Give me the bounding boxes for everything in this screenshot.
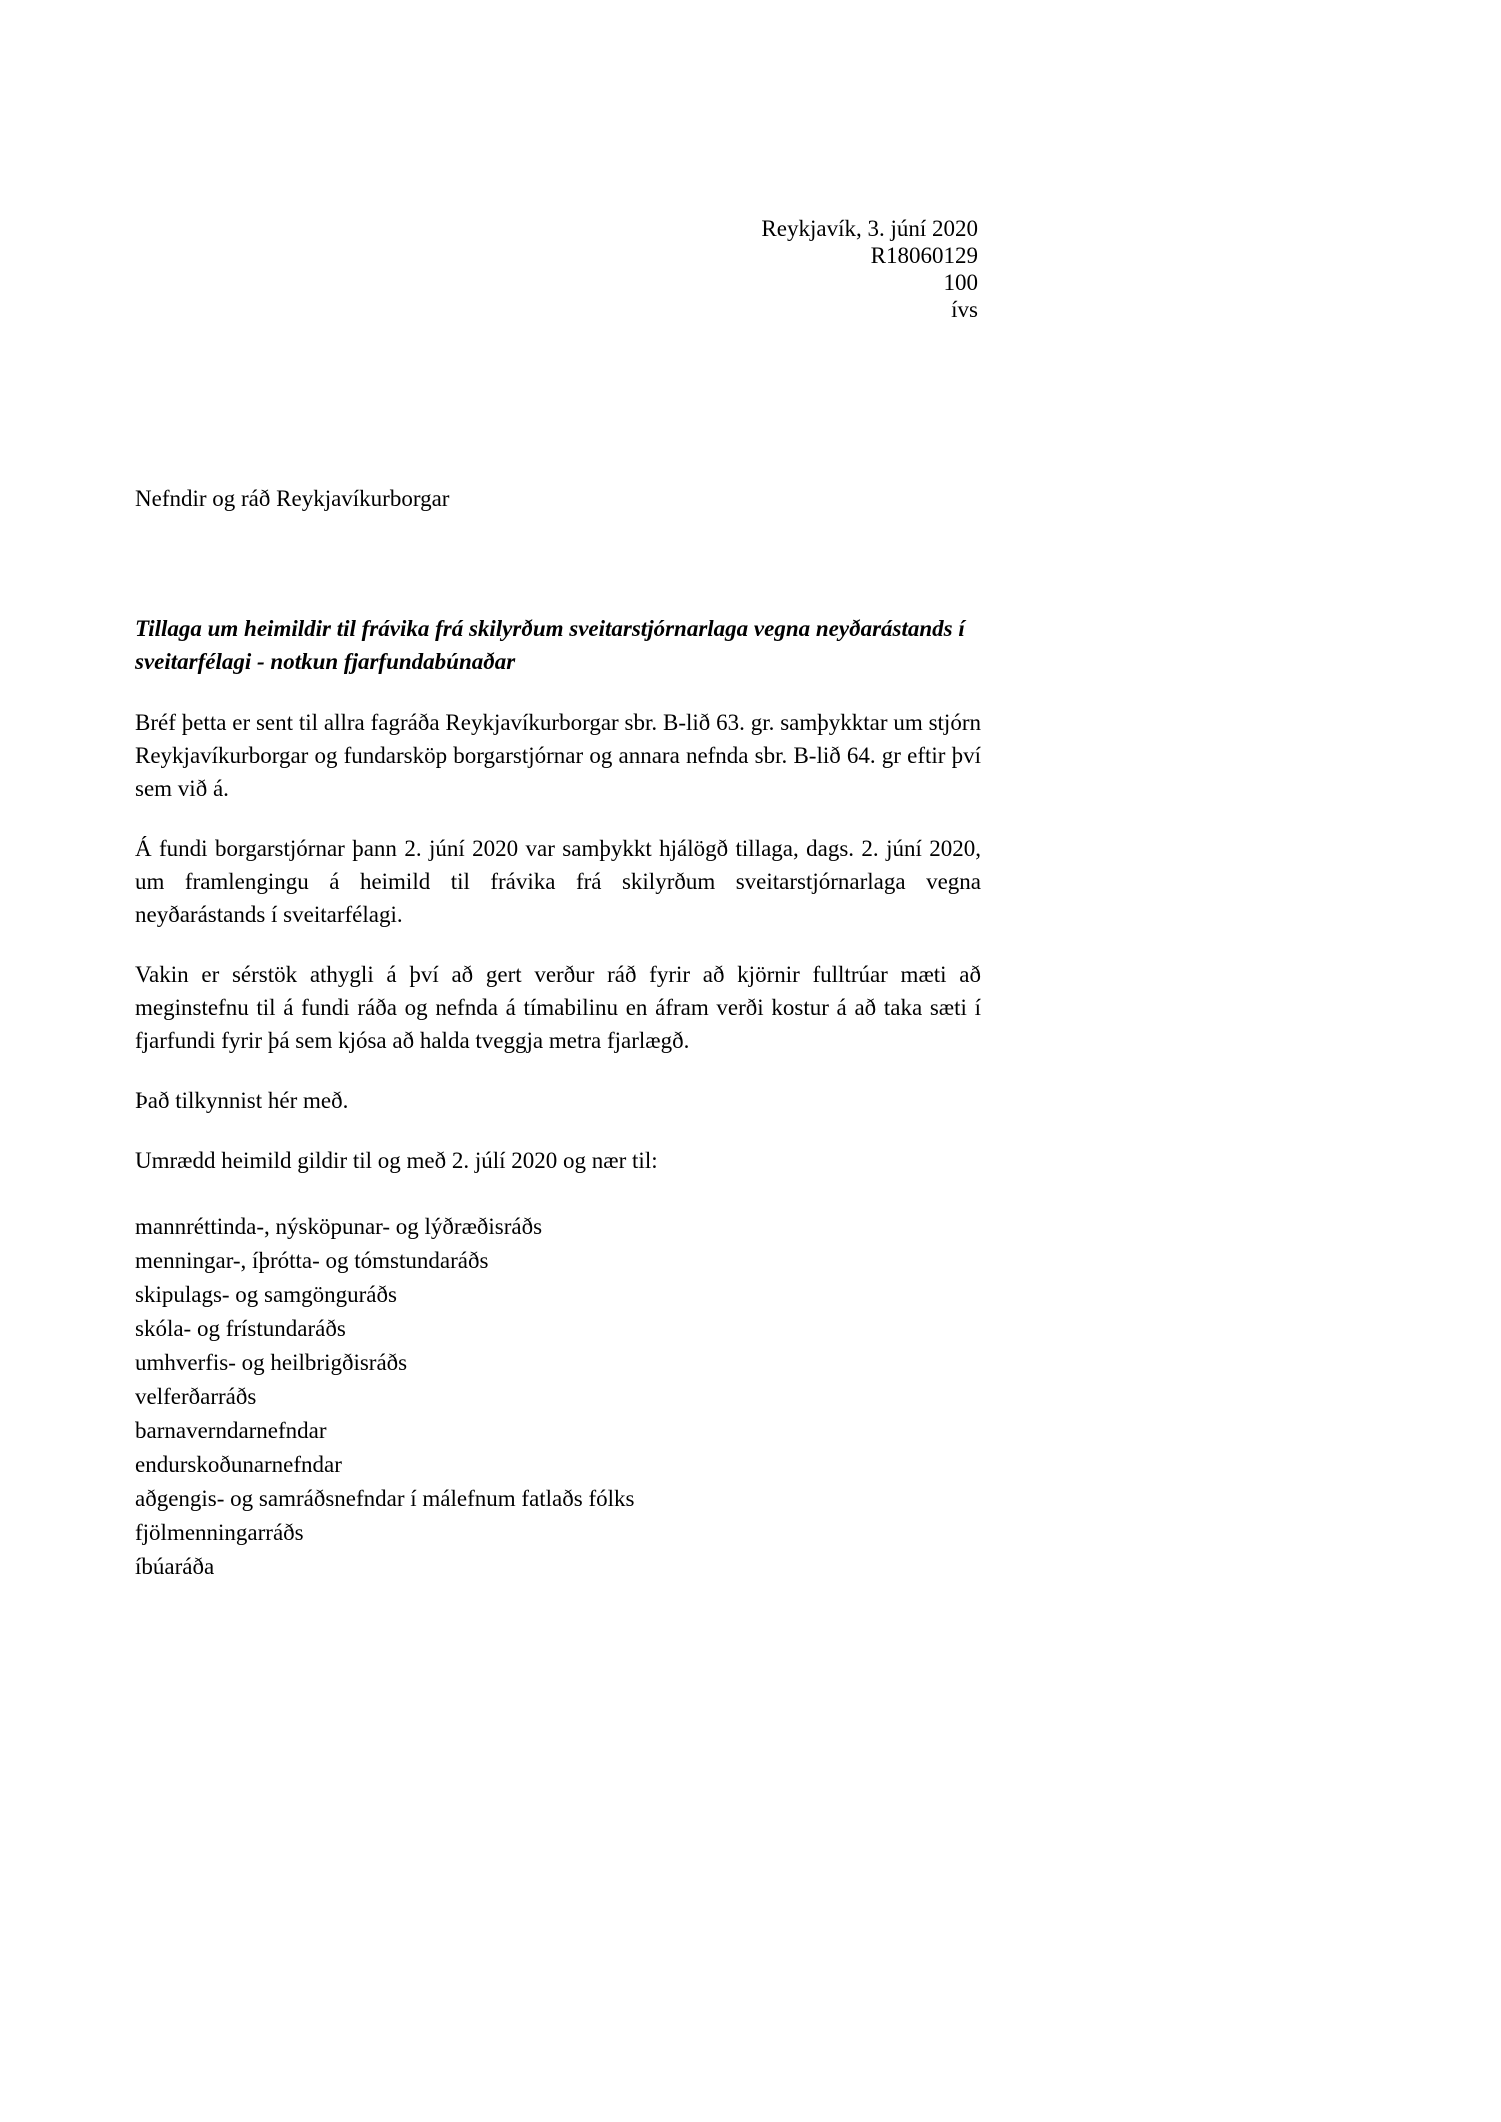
date-block (761, 215, 978, 323)
recipient-line: Nefndir og ráð Reykjavíkurborgar (135, 486, 450, 511)
list-item: mannréttinda-, nýsköpunar- og lýðræðisráðs (135, 1214, 543, 1239)
reference-number: R18060129 (870, 243, 978, 268)
author-initials: ívs (951, 297, 978, 322)
paragraph-validity: Umrædd heimild gildir til og með 2. júlí 2020 og nær til: (135, 1148, 658, 1173)
list-item: velferðarráðs (135, 1384, 257, 1409)
list-item: umhverfis- og heilbrigðisráðs (135, 1350, 408, 1375)
list-item: endurskoðunarnefndar (135, 1452, 342, 1477)
paragraph-intro: Bréf þetta er sent til allra fagráða Reykjavíkurborgar sbr. B-lið 63. gr. samþykktar um stjórn Reykjavíkurborgar og fundarsköp borgarstjórnar og annara nefnda sbr. B-lið 64. gr eftir því sem við á. (135, 710, 981, 801)
list-item: skóla- og frístundaráðs (135, 1316, 346, 1341)
paragraph-notice: Það tilkynnist hér með. (135, 1088, 349, 1113)
list-item: íbúaráða (135, 1554, 215, 1579)
list-item: aðgengis- og samráðsnefndar í málefnum fatlaðs fólks (135, 1486, 635, 1511)
paragraph-meeting: Á fundi borgarstjórnar þann 2. júní 2020 var samþykkt hjálögð tillaga, dags. 2. júní 2020, um framlengingu á heimild til frávika frá skilyrðum sveitarstjórnarlaga vegna neyðarástands í sveitarfélagi. (135, 836, 981, 927)
letter-body (135, 612, 981, 1584)
committee-list (135, 1210, 981, 1584)
list-item: barnaverndarnefndar (135, 1418, 327, 1443)
list-item: skipulags- og samgönguráðs (135, 1282, 397, 1307)
list-item: fjölmenningarráðs (135, 1520, 304, 1545)
case-number: 100 (943, 270, 978, 295)
list-item: menningar-, íþrótta- og tómstundaráðs (135, 1248, 489, 1273)
paragraph-attention: Vakin er sérstök athygli á því að gert verður ráð fyrir að kjörnir fulltrúar mæti að meginstefnu til á fundi ráða og nefnda á tímabilinu en áfram verði kostur á að taka sæti í fjarfundi fyrir þá sem kjósa að halda tveggja metra fjarlægð. (135, 962, 981, 1053)
document-title: Tillaga um heimildir til frávika frá skilyrðum sveitarstjórnarlaga vegna neyðarástands í sveitarfélagi - notkun fjarfundabúnaðar (135, 616, 965, 674)
date-line: Reykjavík, 3. júní 2020 (761, 216, 978, 241)
